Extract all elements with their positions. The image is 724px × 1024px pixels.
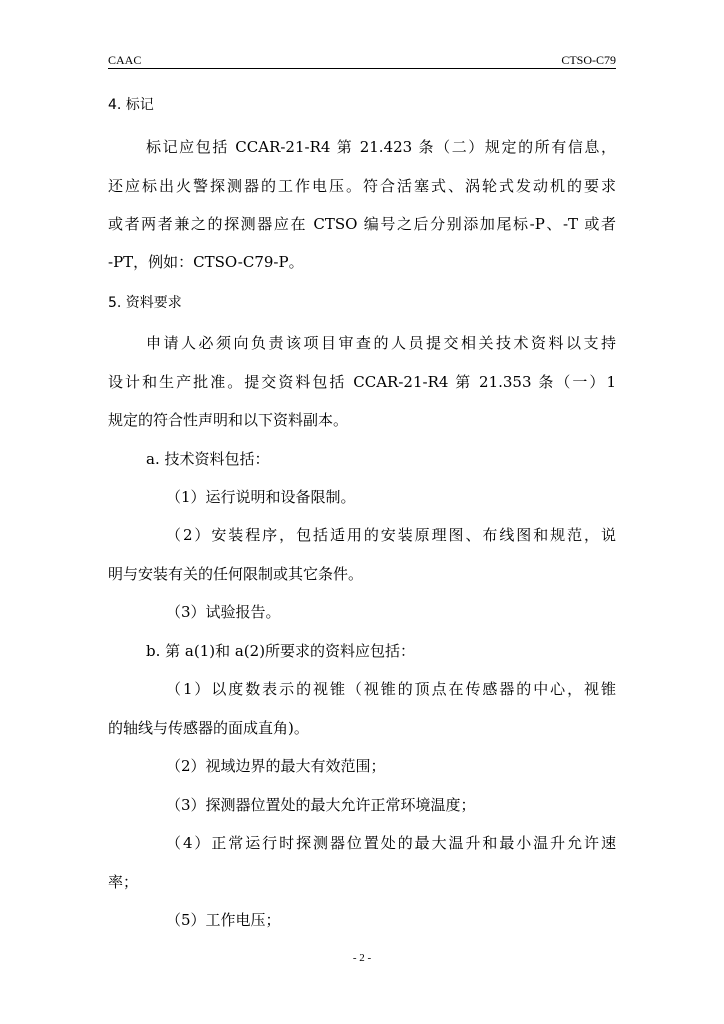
section-4-heading: 4. 标记 <box>108 97 154 113</box>
section-5-heading: 5. 资料要求 <box>108 295 182 311</box>
list-item-b2: （2）视域边界的最大有效范围； <box>166 757 386 775</box>
header-doc-id: CTSO-C79 <box>561 53 616 67</box>
paragraph-line: 还应标出火警探测器的工作电压。符合活塞式、涡轮式发动机的要求 <box>108 177 616 195</box>
list-item-b5: （5）工作电压； <box>166 911 281 929</box>
list-item-a: a. 技术资料包括： <box>146 450 270 468</box>
page-number: - 2 - <box>352 952 372 964</box>
paragraph-line: 规定的符合性声明和以下资料副本。 <box>108 411 349 429</box>
paragraph-line: 或者两者兼之的探测器应在 CTSO 编号之后分别添加尾标-P、-T 或者 <box>108 215 616 233</box>
page-header <box>108 52 616 69</box>
list-item-b: b. 第 a(1)和 a(2)所要求的资料应包括： <box>146 642 416 660</box>
paragraph-line: 申请人必须向负责该项目审查的人员提交相关技术资料以支持 <box>146 334 616 352</box>
paragraph-line: 的轴线与传感器的面成直角)。 <box>108 719 309 737</box>
list-item-b1: （1）以度数表示的视锥（视锥的顶点在传感器的中心，视锥 <box>166 680 616 698</box>
list-item-a2: （2）安装程序，包括适用的安装原理图、布线图和规范，说 <box>166 526 616 544</box>
paragraph-line: 率； <box>108 873 139 891</box>
paragraph-line: -PT，例如：CTSO-C79-P。 <box>108 253 304 271</box>
paragraph-line: 设计和生产批准。提交资料包括 CCAR-21-R4 第 21.353 条（一）1 <box>108 373 616 391</box>
list-item-a3: （3）试验报告。 <box>166 603 281 621</box>
paragraph-line: 标记应包括 CCAR-21-R4 第 21.423 条（二）规定的所有信息， <box>146 138 616 156</box>
header-org: CAAC <box>108 53 142 67</box>
list-item-b3: （3）探测器位置处的最大允许正常环境温度； <box>166 796 476 814</box>
paragraph-line: 明与安装有关的任何限制或其它条件。 <box>108 565 364 583</box>
list-item-a1: （1）运行说明和设备限制。 <box>166 488 356 506</box>
list-item-b4: （4）正常运行时探测器位置处的最大温升和最小温升允许速 <box>166 834 616 852</box>
